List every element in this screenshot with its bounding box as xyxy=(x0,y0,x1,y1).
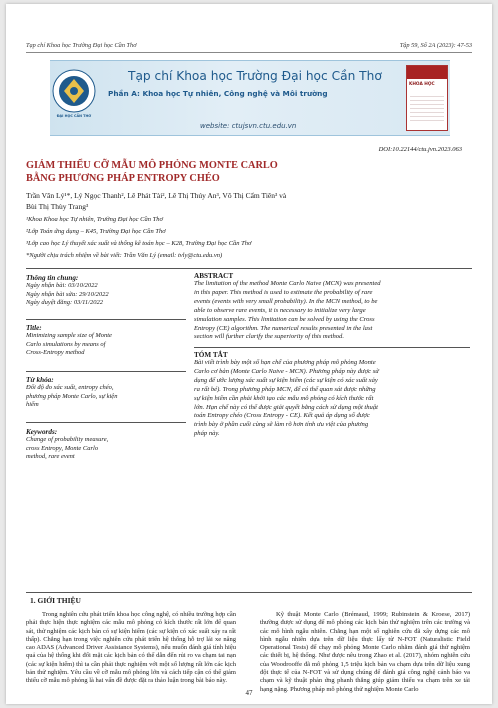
abstract-rule xyxy=(194,347,470,348)
abstract-line: events (events with very small probability). In the MCN method, to be xyxy=(194,297,378,305)
affiliation-3: ³Lớp cao học Lý thuyết xác suất và thống kê toán học – K28, Trường Đại học Cần Thơ xyxy=(26,240,252,247)
journal-banner xyxy=(50,60,450,136)
paper-page xyxy=(6,4,492,704)
intro-left-column: Trong nghiên cứu phát triển khoa học công nghệ, có nhiều trường hợp cần phải thực hiện thực nghiệm các mẫu mô phỏng có kích thước rất lớn để quan sát, thử nghiệm các kịch bản có sự kiện hiếm (các sự kiện có xác suất xảy ra rất thấp). Chẳng hạn trong việc nghiên cứu phát triển hệ thống hỗ trợ lái xe nâng cao ADAS (Advanced Driver Assistance Systems), nếu muốn đánh giá tính hiệu quả của hệ thống khi đối mặt các kịch bản có thể dẫn đến rủi ro va chạm tai nạn (các sự kiện hiếm) thì ta cần phải thực nghiệm với một số lượng rất lớn các kịch bản thử nghiệm. Yêu cầu về cỡ mẫu mô phỏng lớn và cách tiếp cận có thể giảm thiểu cỡ mẫu mô phỏng là hai vấn đề được đặt ra thảo luận trong bài báo này. xyxy=(26,611,236,685)
corresponding-author: *Người chịu trách nhiệm về bài viết: Trần Văn Lý (email: tvly@ctu.edu.vn) xyxy=(26,252,223,259)
en-keyword-line: method, rare event xyxy=(26,453,75,461)
summary-heading: TÓM TẮT xyxy=(194,351,228,359)
running-head xyxy=(26,42,472,49)
title-line: BẰNG PHƯƠNG PHÁP ENTROPY CHÉO xyxy=(26,172,220,184)
english-title-line: Cross-Entropy method xyxy=(26,349,85,357)
vn-keywords-heading: Từ khóa: xyxy=(26,376,54,384)
info-rule xyxy=(26,319,186,320)
abstract-line: able to observe rare events, it is necessary to initialize very large xyxy=(194,306,366,314)
intro-right-column: Kỹ thuật Monte Carlo (Brémaud, 1999; Rubinstein & Kroese, 2017) thường được sử dụng để mô phỏng các kịch bản thử nghiệm trên các trường và các mô hình ngẫu nhiên. Chẳng hạn một số nghiên cứu đã xây dựng các mô hình ngẫu nhiên dựa trên dữ liệu thực lấy từ N-FOT (Naturalistic Field Operational Tests) để chạy mô phỏng Monte Carlo nhằm đánh giá thử nghiệm các thiết bị, hệ thống. Như được nêu trong Zhao et al. (2017), nhóm nghiên cứu của Woodrooffe đã mô phỏng 1,5 triệu kịch bản va chạm dựa trên dữ liệu xung đột thực tế của N-FOT và sử dụng chúng để đánh giá công nghệ cảnh báo va chạm và kỹ thuật phản ứng phanh thắng giúp giảm thiểu va chạm trên xe tải hạng nặng. Phương pháp mô phỏng thử nghiệm Monte Carlo xyxy=(260,611,470,693)
journal-section: Phần A: Khoa học Tự nhiên, Công nghệ và Môi trường xyxy=(108,89,328,98)
affiliation-rule xyxy=(26,268,472,269)
summary-line: trình bày ở phần cuối cùng sẽ làm rõ hơn tính ưu việt của phương xyxy=(194,421,369,429)
journal-website: website: ctujsvn.ctu.edu.vn xyxy=(200,122,297,130)
received-date: Ngày nhận bài: 03/10/2022 xyxy=(26,282,98,289)
title-line: GIẢM THIỂU CỠ MẪU MÔ PHỎNG MONTE CARLO xyxy=(26,160,278,171)
abstract xyxy=(194,272,470,342)
abstract-line: Entropy (CE) algorithm. The numerical results presented in the last xyxy=(194,324,373,332)
author-line: Bùi Thị Thùy Trang³ xyxy=(26,201,89,211)
cover-text-lines xyxy=(410,96,444,124)
summary-line: Carlo cơ bản (Monte Carlo Naive - MCN). Phương pháp này được sử xyxy=(194,367,379,375)
header-rule xyxy=(26,52,472,53)
english-title-line: Carlo simulations by means of xyxy=(26,340,106,348)
summary-line: ra rất bé). Trong phương pháp MCN, để có thể quan sát được những xyxy=(194,385,376,393)
english-title-line: Minimizing sample size of Monte xyxy=(26,332,112,339)
summary-line: Bài viết trình bày một số hạn chế của phương pháp mô phỏng Monte xyxy=(194,359,376,366)
en-keyword-line: cross Entropy, Monte Carlo xyxy=(26,444,99,452)
summary-body xyxy=(194,359,470,439)
journal-name: Tạp chí Khoa học Trường Đại học Cần Thơ xyxy=(128,69,382,83)
revised-date: Ngày nhận bài sửa: 29/10/2022 xyxy=(26,290,109,298)
summary-line: sự kiện hiếm cần phải khởi tạo các mẫu mô phỏng có kích thước rất xyxy=(194,394,374,402)
section-heading-introduction: 1. GIỚI THIỆU xyxy=(30,596,81,605)
author-list xyxy=(26,191,446,212)
summary-line: dụng để ước lượng xác suất sự kiện hiếm (các sự kiện có xác suất xảy xyxy=(194,376,378,384)
running-head-volume: Tập 59, Số 2A (2023): 47-53 xyxy=(399,42,472,49)
author-line: Trần Văn Lý¹*, Lý Ngọc Thanh², Lê Phát Tài², Lê Thị Thúy An³, Võ Thị Cẩm Tiên³ và xyxy=(26,191,287,200)
summary-line: pháp này. xyxy=(194,430,220,438)
summary-line: lớn. Hạn chế này có thể được giải quyết bằng cách sử dụng một thuật xyxy=(194,403,378,411)
running-head-journal: Tạp chí Khoa học Trường Đại học Cần Thơ xyxy=(26,42,137,49)
article-info xyxy=(26,274,186,308)
logo-text: ĐẠI HỌC CẦN THƠ xyxy=(56,114,92,118)
english-title xyxy=(26,324,186,358)
abstract-line: simulation samples. This limitation can be solved by using the Cross xyxy=(194,315,375,323)
doi: DOI:10.22144/ctu.jvn.2023.063 xyxy=(378,146,462,153)
front-matter-rule xyxy=(26,592,472,593)
affiliation-2: ²Lớp Toán ứng dụng – K45, Trường Đại học Cần Thơ xyxy=(26,228,166,235)
vn-keyword-line: Đối độ đo xác suất, entropy chéo, xyxy=(26,384,114,391)
article-info-heading: Thông tin chung: xyxy=(26,274,79,282)
paper-title xyxy=(26,160,466,185)
vn-keywords-rule xyxy=(26,422,186,423)
university-logo-icon xyxy=(52,69,96,113)
en-keywords-heading: Keywords: xyxy=(26,428,58,436)
abstract-body xyxy=(194,280,470,342)
en-keyword-line: Change of probability measure, xyxy=(26,436,109,443)
english-title-heading: Title: xyxy=(26,324,42,332)
abstract-line: The limitation of the method Monte Carlo Naive (MCN) was presented xyxy=(194,280,381,287)
title-rule xyxy=(26,371,186,372)
page-number: 47 xyxy=(245,689,253,697)
affiliation-1: ¹Khoa Khoa học Tự nhiên, Trường Đại học Cần Thơ xyxy=(26,216,163,223)
vn-keyword-line: phương pháp Monte Carlo, sự kiện xyxy=(26,392,118,400)
cover-title: KHOA HỌC xyxy=(409,82,435,87)
abstract-line: section will further clarify the superiority of this method. xyxy=(194,333,344,341)
accepted-date: Ngày duyệt đăng: 03/11/2022 xyxy=(26,299,103,307)
vietnamese-summary xyxy=(194,351,470,439)
abstract-line: in this paper. This method is used to estimate the probability of rare xyxy=(194,288,373,296)
english-keywords xyxy=(26,428,186,462)
abstract-heading: ABSTRACT xyxy=(194,272,234,280)
cover-header-band xyxy=(407,66,447,79)
summary-line: toán Entropy chéo (Cross Entropy - CE). Kết quả áp dụng số được xyxy=(194,412,370,420)
vn-keyword-line: hiếm xyxy=(26,401,39,409)
journal-cover-thumbnail xyxy=(406,65,448,131)
vietnamese-keywords xyxy=(26,376,186,410)
